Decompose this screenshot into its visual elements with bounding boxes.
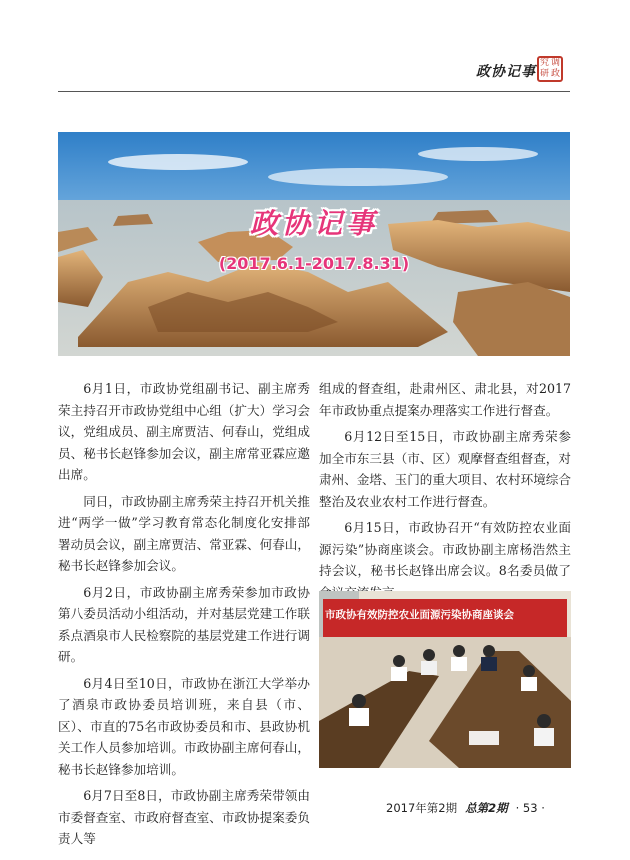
- article-paragraph: 6月1日，市政协党组副书记、副主席秀荣主持召开市政协党组中心组（扩大）学习会议，党组成员、副主席贾洁、何春山，党组成员、秘书长赵锋参加会议，副主席常亚霖应邀出席。: [58, 381, 310, 482]
- header-divider: [58, 91, 570, 92]
- article-paragraph: 同日，市政协副主席秀荣主持召开机关推进“两学一做”学习教育常态化制度化安排部署动员会议，副主席贾洁、常亚霖、何春山，秘书长赵锋参加会议。: [58, 493, 310, 573]
- left-text-column: [58, 378, 310, 855]
- article-paragraph: 6月2日，市政协副主席秀荣参加市政协第八委员活动小组活动，并对基层党建工作联系点酒泉市人民检察院的基层党建工作进行调研。: [58, 584, 310, 664]
- article-paragraph-continuation: 组成的督查组，赴肃州区、肃北县，对2017年市政协重点提案办理落实工作进行督查。: [319, 381, 571, 418]
- seal-char: 政: [550, 69, 560, 79]
- right-text-column: [319, 378, 571, 608]
- issue-label: 2017年第2期: [386, 801, 458, 815]
- hero-date-range: (2017.6.1-2017.8.31): [218, 254, 410, 273]
- photo-banner-text: 市政协有效防控农业面源污染协商座谈会: [325, 609, 514, 621]
- article-paragraph: 6月15日，市政协召开“有效防控农业面源污染”协商座谈会。市政协副主席杨浩然主持会议，秘书长赵锋出席会议。8名委员做了: [319, 520, 571, 578]
- page-number: · 53 ·: [515, 801, 545, 815]
- article-paragraph: 6月7日至8日，市政协副主席秀荣带领由市委督查室、市政府督查室、市政协提案委负责人等: [58, 788, 310, 846]
- article-paragraph: 6月12日至15日，市政协副主席秀荣参加全市东三县（市、区）观摩督查组督查，对肃州、金塔、玉门的重大项目、农村环境综合整治及农业农村工作进行督查。: [319, 429, 571, 509]
- seal-char: 究: [539, 58, 549, 68]
- hero-title: 政协记事: [249, 207, 378, 240]
- desert-landscape-illustration: [58, 132, 570, 356]
- article-paragraph: 6月4日至10日，市政协在浙江大学举办了酒泉市政协委员培训班，来自县（市、区）、市直的75名市政协委员和市、县政协机关工作人员参加培训。市政协副主席何春山，秘书长赵锋参加培训。: [58, 675, 310, 777]
- seal-char: 研: [539, 69, 549, 79]
- page-footer: [386, 800, 545, 816]
- magazine-issue-label: 总第2期: [465, 801, 508, 815]
- seal-char: 调: [550, 58, 560, 68]
- section-title: 政协记事: [476, 64, 536, 80]
- section-seal-logo: [537, 56, 563, 82]
- meeting-photo: [319, 591, 571, 768]
- hero-banner-image: [58, 132, 570, 356]
